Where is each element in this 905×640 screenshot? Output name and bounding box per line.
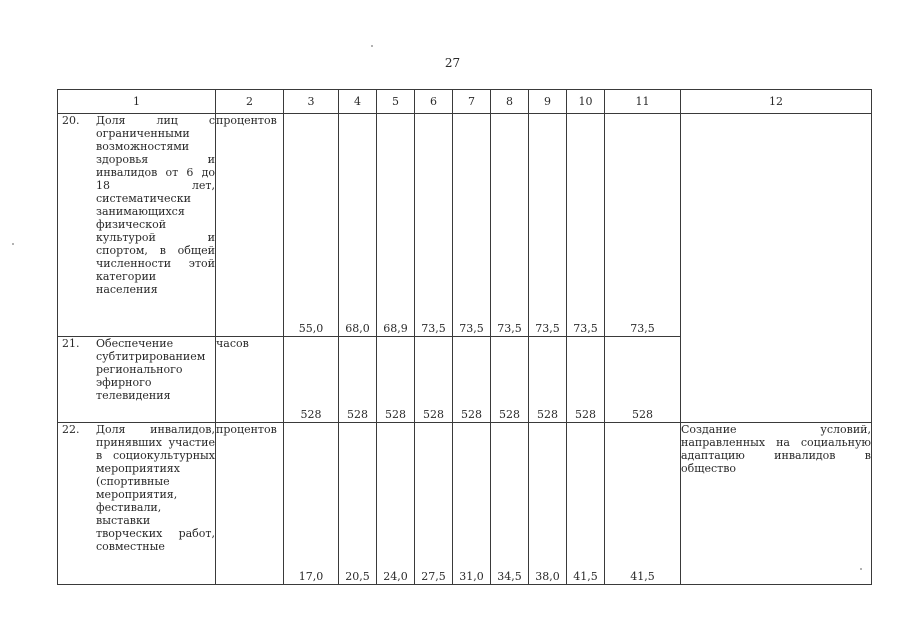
scan-speck — [371, 45, 373, 47]
value-cell: 38,0 — [529, 423, 567, 585]
header-cell: 10 — [567, 90, 605, 114]
unit-cell: процентов — [216, 114, 284, 337]
header-cell: 12 — [681, 90, 872, 114]
value-cell: 73,5 — [453, 114, 491, 337]
indicator-cell — [58, 423, 216, 585]
row-number: 22. — [62, 423, 80, 436]
header-cell: 4 — [339, 90, 377, 114]
value-cell: 68,9 — [377, 114, 415, 337]
value-cell: 528 — [453, 337, 491, 423]
value-cell: 68,0 — [339, 114, 377, 337]
table-row — [58, 337, 872, 423]
header-cell: 1 — [58, 90, 216, 114]
table-row — [58, 114, 872, 337]
scan-speck — [12, 243, 14, 245]
note-cell: Создание условий, направленных на социальную адаптацию инвалидов в общество — [681, 423, 872, 585]
indicator-text: Обеспечение субтитрированием регионального эфирного телевидения — [96, 337, 206, 402]
value-cell: 528 — [415, 337, 453, 423]
value-cell: 41,5 — [567, 423, 605, 585]
header-cell: 9 — [529, 90, 567, 114]
unit-cell: процентов — [216, 423, 284, 585]
header-cell: 7 — [453, 90, 491, 114]
indicators-table — [57, 89, 872, 585]
value-cell: 24,0 — [377, 423, 415, 585]
header-cell: 11 — [605, 90, 681, 114]
page-number: 27 — [444, 56, 461, 70]
indicator-text: Доля лиц с ограниченными возможностями здоровья и инвалидов от 6 до 18 лет, систематически занимающихся физической культурой и спортом, в общей численности этой категории населения — [96, 114, 215, 296]
value-cell: 528 — [605, 337, 681, 423]
indicator-cell — [58, 337, 216, 423]
value-cell: 528 — [491, 337, 529, 423]
unit-cell: часов — [216, 337, 284, 423]
value-cell: 528 — [284, 337, 339, 423]
table-row — [58, 423, 872, 585]
value-cell: 41,5 — [605, 423, 681, 585]
header-cell: 3 — [284, 90, 339, 114]
header-cell: 2 — [216, 90, 284, 114]
value-cell: 34,5 — [491, 423, 529, 585]
value-cell: 20,5 — [339, 423, 377, 585]
value-cell: 27,5 — [415, 423, 453, 585]
note-cell — [681, 114, 872, 337]
note-cell — [681, 337, 872, 423]
value-cell: 73,5 — [415, 114, 453, 337]
indicator-cell — [58, 114, 216, 337]
value-cell: 528 — [377, 337, 415, 423]
value-cell: 73,5 — [567, 114, 605, 337]
indicator-text: Доля инвалидов, принявших участие в социокультурных мероприятиях (спортивные мероприятия, фестивали, выставки творческих работ, совместные — [96, 423, 215, 553]
value-cell: 31,0 — [453, 423, 491, 585]
header-cell: 6 — [415, 90, 453, 114]
scan-speck — [860, 568, 862, 570]
header-cell: 5 — [377, 90, 415, 114]
header-cell: 8 — [491, 90, 529, 114]
value-cell: 528 — [339, 337, 377, 423]
row-number: 20. — [62, 114, 80, 127]
value-cell: 528 — [529, 337, 567, 423]
value-cell: 73,5 — [491, 114, 529, 337]
row-number: 21. — [62, 337, 80, 350]
header-row — [58, 90, 872, 114]
value-cell: 528 — [567, 337, 605, 423]
value-cell: 55,0 — [284, 114, 339, 337]
value-cell: 73,5 — [605, 114, 681, 337]
value-cell: 73,5 — [529, 114, 567, 337]
value-cell: 17,0 — [284, 423, 339, 585]
